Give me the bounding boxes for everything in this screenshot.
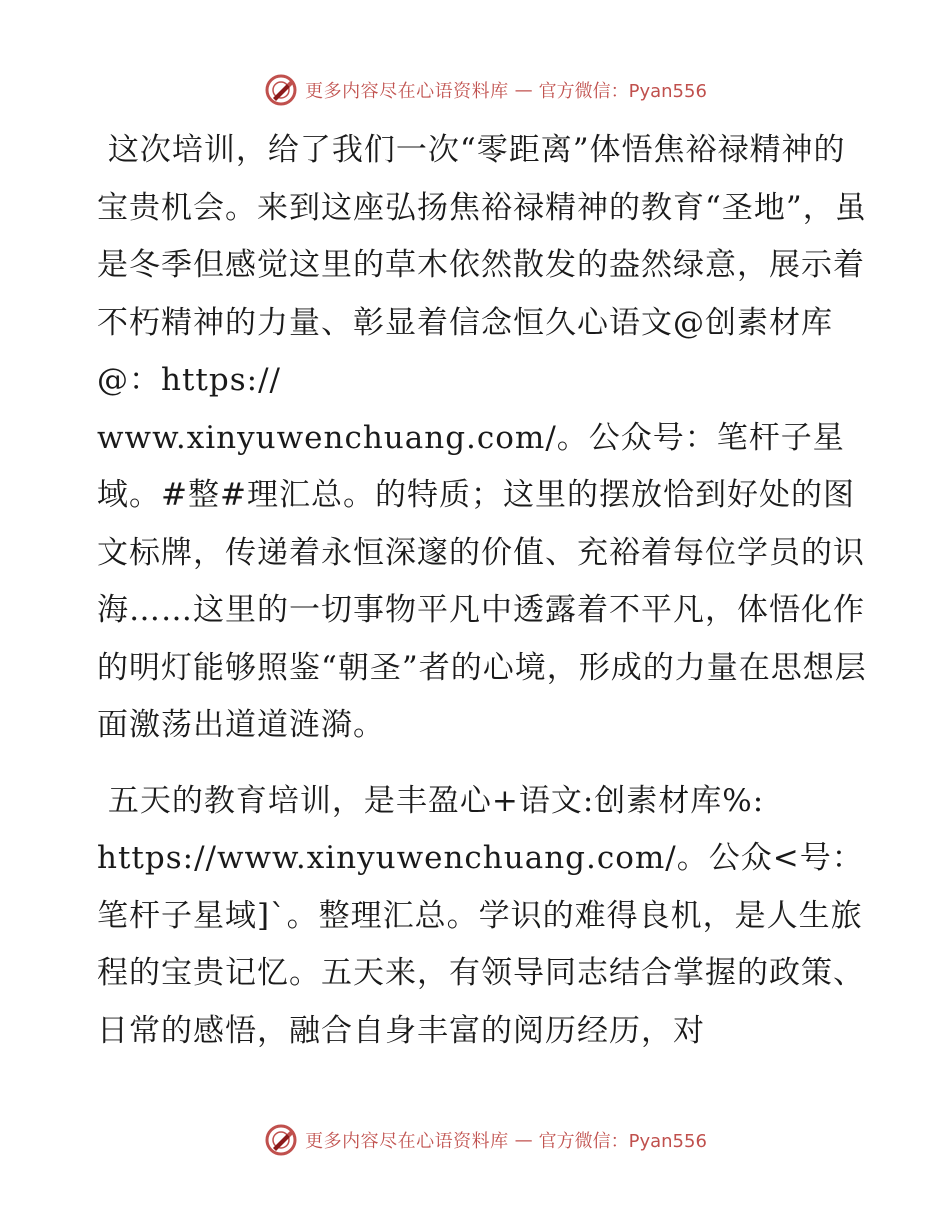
banner-separator: —: [514, 79, 533, 101]
pen-logo-icon: [263, 72, 299, 108]
footer-banner: [0, 1120, 950, 1160]
paragraph-1: 这次培训，给了我们一次“零距离”体悟焦裕禄精神的宝贵机会。来到这座弘扬焦裕禄精神的教育“圣地”，虽是冬季但感觉这里的草木依然散发的盎然绿意，展示着不朽精神的力量、彰显着信念恒久心语文@创素材库@：https:// www.xinyuwenchuang.com/。公众号：笔杆子星域。#整#理汇总。的特质；这里的摆放恰到好处的图文标牌，传递着永恒深邃的价值、充裕着每位学员的识海……这里的一切事物平凡中透露着不平凡，体悟化作的明灯能够照鉴“朝圣”者的心境，形成的力量在思想层面激荡出道道涟漪。: [97, 132, 867, 743]
pen-logo-icon: [263, 1122, 299, 1158]
wechat-id-text: 官方微信：Pyan556: [538, 81, 707, 102]
banner-separator: —: [514, 1129, 533, 1151]
document-body: [97, 122, 867, 1060]
site-promo-text: 更多内容尽在心语资料库: [305, 1131, 509, 1152]
paragraph-2: 五天的教育培训，是丰盈心+语文:创素材库%: https://www.xinyuwenchuang.com/。公众<号：笔杆子星域]`。整理汇总。学识的难得良机，是人生旅程的宝贵记忆。五天来，有领导同志结合掌握的政策、日常的感悟，融合自身丰富的阅历经历，对: [97, 782, 865, 1049]
site-promo-text: 更多内容尽在心语资料库: [305, 81, 509, 102]
wechat-id-text: 官方微信：Pyan556: [538, 1131, 707, 1152]
header-banner: [0, 70, 950, 110]
